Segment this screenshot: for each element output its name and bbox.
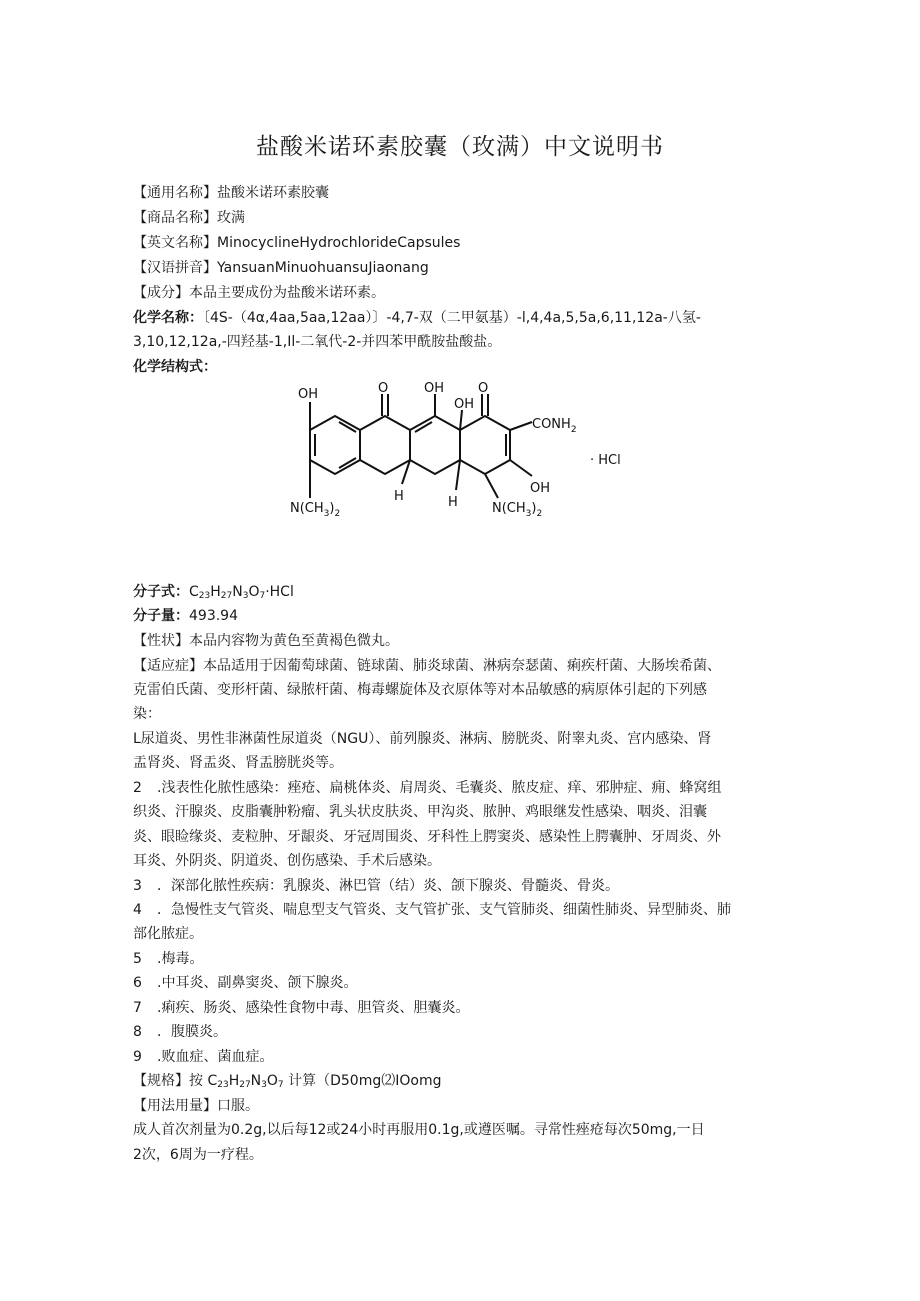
english-name-row — [133, 231, 793, 255]
spec-label: 【规格】 — [133, 1073, 189, 1089]
usage-line2: 2次，6周为一疗程。 — [133, 1147, 263, 1163]
pinyin-row — [133, 256, 793, 280]
list-item: 5 .梅毒。 — [133, 951, 204, 967]
mw-value: 493.94 — [189, 608, 238, 624]
general-name-row — [133, 181, 793, 205]
ingredient-row — [133, 281, 793, 305]
mw-row — [133, 604, 793, 628]
general-name-value: 盐酸米诺环素胶囊 — [217, 185, 329, 201]
trade-name-value: 玫满 — [217, 210, 245, 226]
usage-label: 【用法用量】 — [133, 1098, 217, 1114]
formula-value: $C_{23}H_{27}N_3O_7\cdot HCl$ — [189, 584, 294, 601]
list-item: 炎、眼睑缘炎、麦粒肿、牙龈炎、牙冠周围炎、牙科性上腭窦炎、感染性上腭囊肿、牙周炎、外 — [133, 829, 721, 845]
o-1-label: O — [378, 381, 389, 396]
chem-name-label: 化学名称： — [133, 310, 203, 326]
list-item: 盂肾炎、肾盂炎、肾盂膀胱炎等。 — [133, 755, 343, 771]
usage-line1: 成人首次剂量为0.2g,以后每12或24小时再服用0.1g,或遵医嘱。寻常性痤疮每次50mg,一日 — [133, 1122, 705, 1138]
ingredient-value: 本品主要成份为盐酸米诺环素。 — [189, 285, 385, 301]
list-item: 9 .败血症、菌血症。 — [133, 1049, 274, 1065]
oh-3-label: OH — [454, 397, 475, 412]
usage-row — [133, 1094, 793, 1118]
list-item: L尿道炎、男性非淋菌性尿道炎（NGU）、前列腺炎、淋病、膀胱炎、附睾丸炎、宫内感染、肾 — [133, 731, 712, 747]
nme2-b-label: $N(CH_3)_2$ — [492, 501, 543, 519]
list-item: 部化脓症。 — [133, 926, 203, 942]
oh-4-label: OH — [530, 481, 551, 496]
conh2-label: $CONH_2$ — [532, 417, 577, 435]
chem-name-line1: 〔4S-（4α,4aa,5aa,12aa）〕-4,7-双（二甲氨基）-l,4,4a,5,5a,6,11,12a-八氢- — [203, 310, 701, 326]
list-item: 织炎、汗腺炎、皮脂囊肿粉瘤、乳头状皮肤炎、甲沟炎、脓肿、鸡眼继发性感染、咽炎、泪囊 — [133, 804, 707, 820]
general-name-label: 【通用名称】 — [133, 185, 217, 201]
indication-line3: 染： — [133, 706, 161, 722]
mw-label: 分子量： — [133, 608, 189, 624]
ingredient-label: 【成分】 — [133, 285, 189, 301]
hcl-label: · HCl — [590, 453, 621, 468]
indication-line1: 本品适用于因葡萄球菌、链球菌、肺炎球菌、淋病奈瑟菌、痢疾杆菌、大肠埃希菌、 — [203, 658, 721, 674]
h-1-label: H — [394, 489, 404, 504]
pinyin-value: YansuanMinuohuansuJiaonang — [217, 260, 429, 276]
list-item: 耳炎、外阴炎、阴道炎、创伤感染、手术后感染。 — [133, 853, 441, 869]
formula-label: 分子式： — [133, 584, 189, 600]
appearance-value: 本品内容物为黄色至黄褐色微丸。 — [189, 633, 399, 649]
chem-name-row — [133, 306, 793, 330]
spec-row: 【规格】按 $C_{23}H_{27}N_3O_7$ 计算（D50mg⑵IOomg — [133, 1073, 442, 1090]
formula-row — [133, 580, 793, 604]
trade-name-label: 【商品名称】 — [133, 210, 217, 226]
indication-row — [133, 654, 793, 678]
trade-name-row — [133, 206, 793, 230]
indication-line2: 克雷伯氏菌、变形杆菌、绿脓杆菌、梅毒螺旋体及衣原体等对本品敏感的病原体引起的下列感 — [133, 682, 707, 698]
pinyin-label: 【汉语拼音】 — [133, 260, 217, 276]
indication-label: 【适应症】 — [133, 658, 203, 674]
chem-name-line2: 3,10,12,12a,-四羟基-1,Il-二氧代-2-并四苯甲酰胺盐酸盐。 — [133, 334, 502, 350]
oh-2-label: OH — [424, 381, 445, 396]
structure-label: 化学结构式： — [133, 359, 217, 375]
list-item: 8 ．腹膜炎。 — [133, 1024, 227, 1040]
oh-1-label: OH — [298, 387, 319, 402]
list-item: 6 .中耳炎、副鼻窦炎、颌下腺炎。 — [133, 975, 358, 991]
list-item: 4 ．急慢性支气管炎、喘息型支气管炎、支气管扩张、支气管肺炎、细菌性肺炎、异型肺炎、肺 — [133, 902, 731, 918]
nme2-a-label: $N(CH_3)_2$ — [290, 501, 341, 519]
list-item: 7 .痢疾、肠炎、感染性食物中毒、胆管炎、胆囊炎。 — [133, 1000, 470, 1016]
english-name-value: MinocyclineHydrochlorideCapsules — [217, 235, 461, 251]
document-title: 盐酸米诺环素胶囊（玫满）中文说明书 — [256, 134, 664, 160]
spec-formula: $C_{23}H_{27}N_3O_7$ — [207, 1073, 284, 1090]
list-item: 2 .浅表性化脓性感染：痤疮、扁桃体炎、肩周炎、毛囊炎、脓皮症、痒、邪肿症、痈、蜂窝组 — [133, 780, 722, 796]
usage-value: 口服。 — [217, 1098, 259, 1114]
appearance-row — [133, 629, 793, 653]
list-item: 3 ．深部化脓性疾病：乳腺炎、淋巴管（结）炎、颌下腺炎、骨髓炎、骨炎。 — [133, 878, 619, 894]
appearance-label: 【性状】 — [133, 633, 189, 649]
chemical-structure-diagram — [270, 380, 650, 550]
h-2-label: H — [448, 495, 458, 510]
spec-value: 计算（D50mg⑵IOomg — [288, 1073, 442, 1089]
o-2-label: O — [478, 381, 489, 396]
english-name-label: 【英文名称】 — [133, 235, 217, 251]
